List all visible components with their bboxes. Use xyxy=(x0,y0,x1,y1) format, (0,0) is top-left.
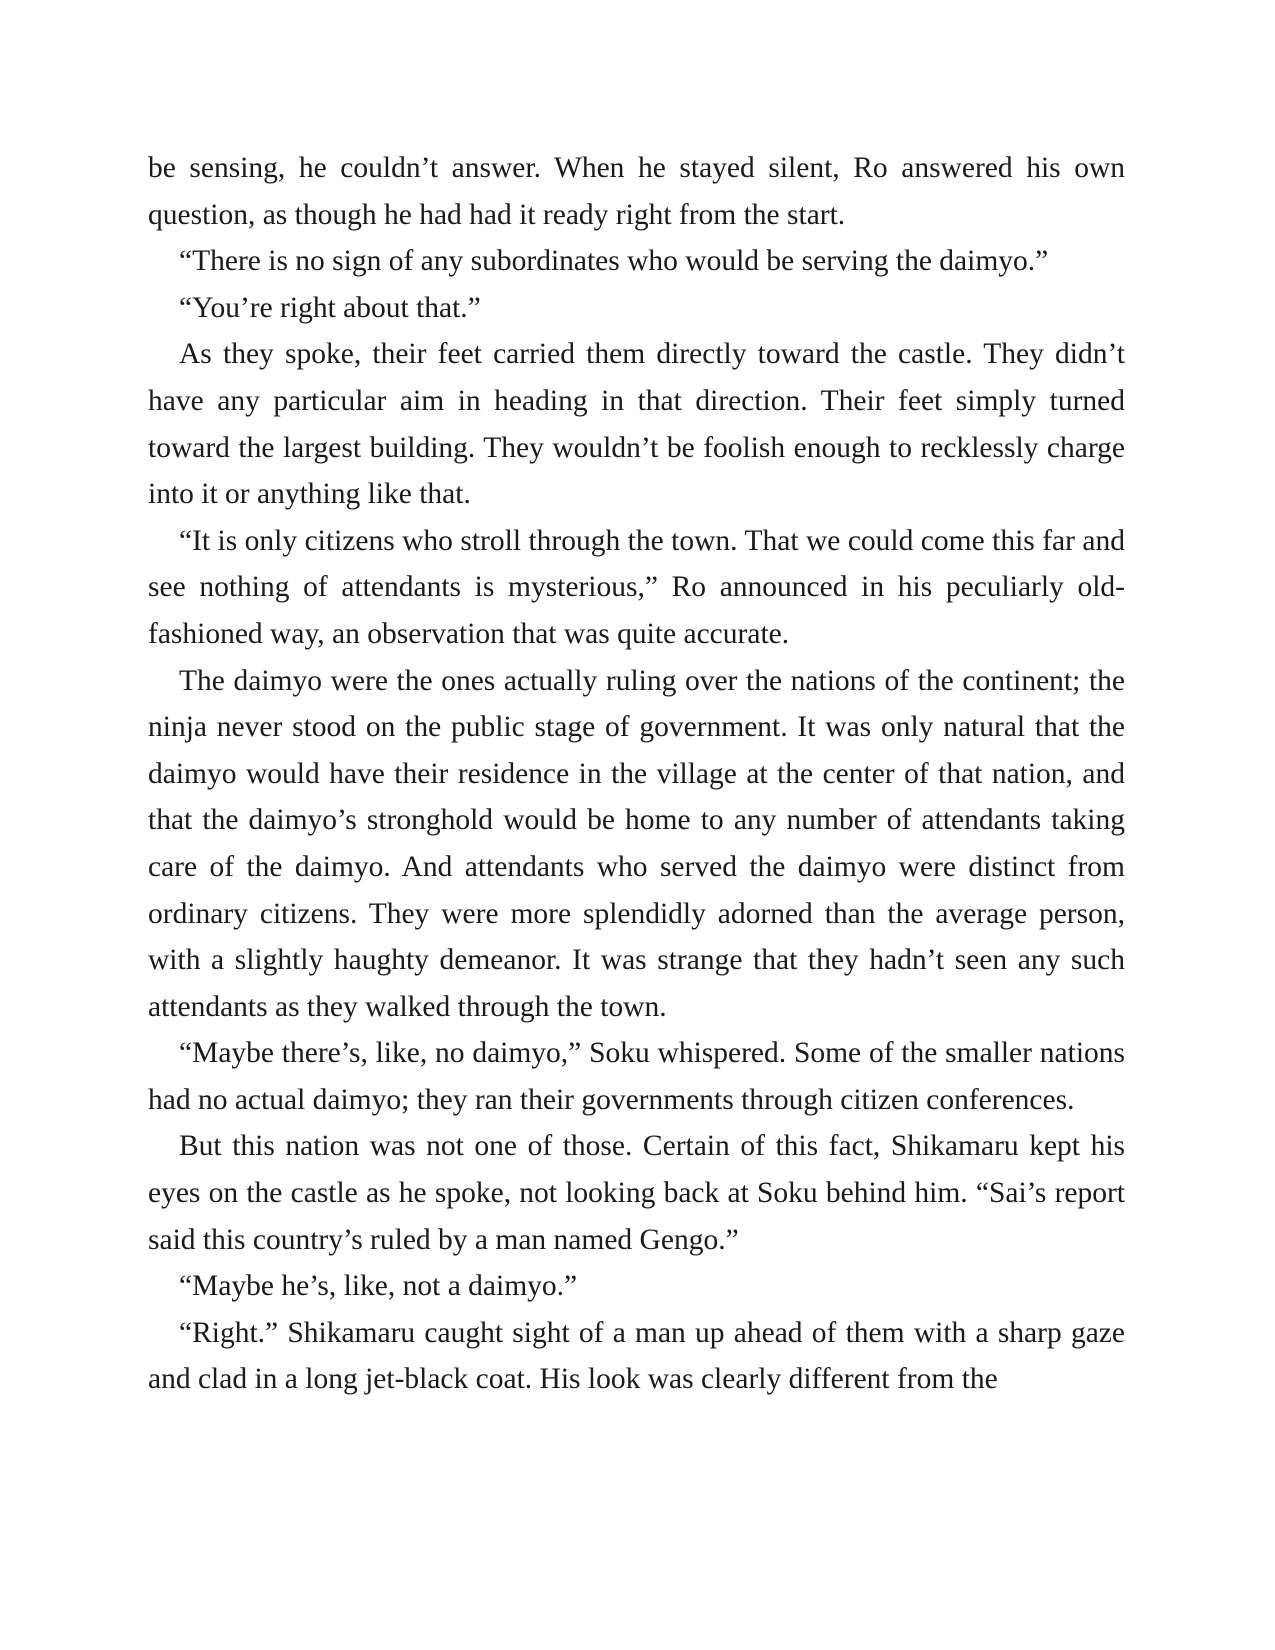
paragraph-6: The daimyo were the ones actually ruling over the nations of the continent; the ninja never stood on the public stage of government. It was only natural that the daimyo would have their residence in the village at the center of that nation, and that the daimyo’s stronghold would be home to any number of attendants taking care of the daimyo. And attendants who served the daimyo were distinct from ordinary citizens. They were more splendidly adorned than the average person, with a slightly haughty demeanor. It was strange that they hadn’t seen any such attendants as they walked through the town. xyxy=(148,664,1125,1023)
paragraph-10: “Right.” Shikamaru caught sight of a man up ahead of them with a sharp gaze and clad in a long jet-black coat. His look was clearly different from the xyxy=(148,1316,1125,1396)
paragraph-3: “You’re right about that.” xyxy=(179,291,481,324)
paragraph-8: But this nation was not one of those. Certain of this fact, Shikamaru kept his eyes on the castle as he spoke, not looking back at Soku behind him. “Sai’s report said this country’s ruled by a man named Gengo.” xyxy=(148,1130,1125,1256)
paragraph-1: be sensing, he couldn’t answer. When he stayed silent, Ro answered his own question, as though he had had it ready right from the start. xyxy=(148,152,1125,231)
paragraph-5: “It is only citizens who stroll through the town. That we could come this far and see nothing of attendants is mysterious,” Ro announced in his peculiarly old-fashioned way, an observation that was quite accurate. xyxy=(148,524,1125,650)
paragraph-7: “Maybe there’s, like, no daimyo,” Soku whispered. Some of the smaller nations had no actual daimyo; they ran their governments through citizen conferences. xyxy=(148,1037,1125,1116)
paragraph-9: “Maybe he’s, like, not a daimyo.” xyxy=(179,1270,578,1303)
page-body xyxy=(148,145,1125,1403)
paragraph-2: “There is no sign of any subordinates who would be serving the daimyo.” xyxy=(179,245,1049,278)
paragraph-4: As they spoke, their feet carried them directly toward the castle. They didn’t have any particular aim in heading in that direction. Their feet simply turned toward the largest building. They wouldn’t be foolish enough to recklessly charge into it or anything like that. xyxy=(148,338,1125,511)
